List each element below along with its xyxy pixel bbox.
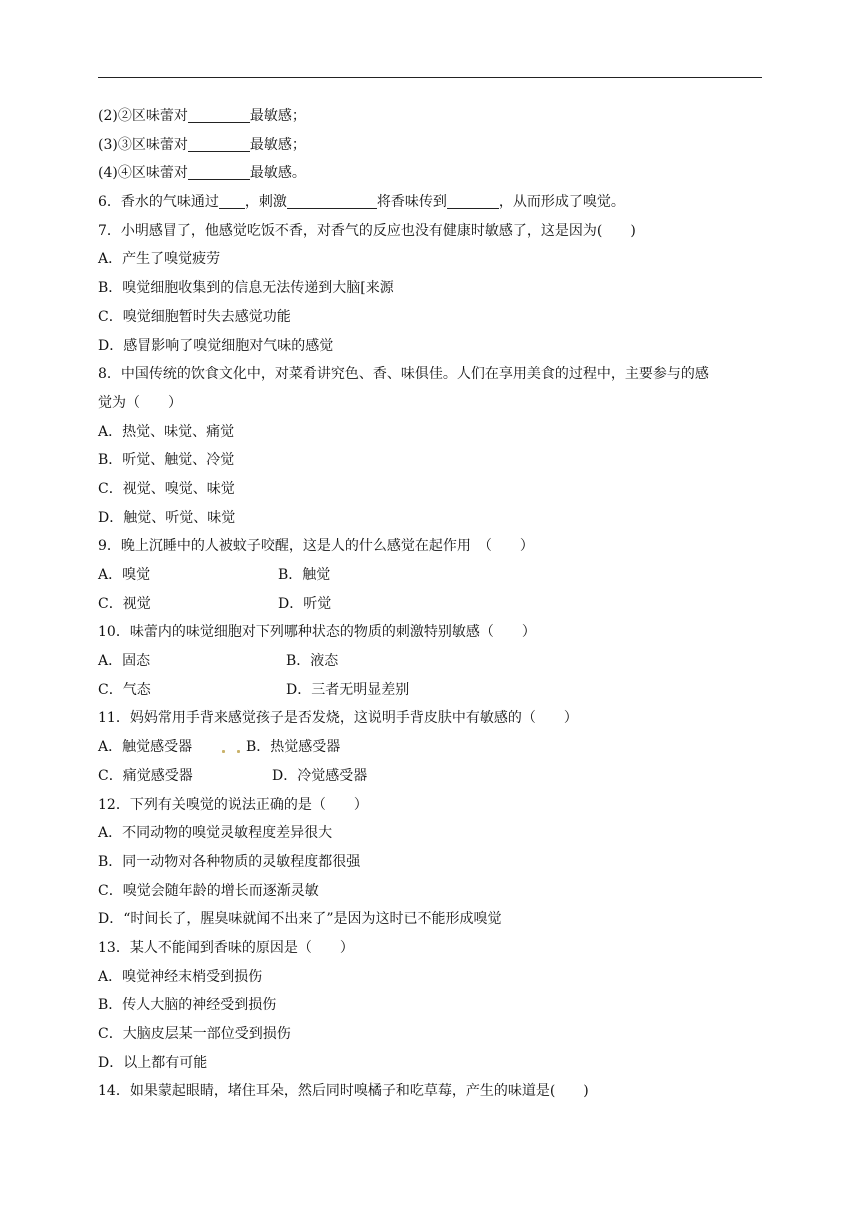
answer-blank[interactable] <box>188 163 250 180</box>
option-8b: B．听觉、触觉、冷觉 <box>98 452 235 469</box>
option-10c: C．气态 <box>98 681 151 698</box>
question-8-line2: 觉为（ ） <box>98 394 182 411</box>
option-12a: A．不同动物的嗅觉灵敏程度差异很大 <box>98 825 333 842</box>
answer-blank[interactable] <box>447 192 499 209</box>
options-10cd <box>98 676 768 705</box>
option-12d: D．“时间长了，腥臭味就闻不出来了”是因为这时已不能形成嗅觉 <box>98 911 502 928</box>
option-9c: C．视觉 <box>98 595 151 612</box>
option-8c: C．视觉、嗅觉、味觉 <box>98 480 235 497</box>
options-11cd <box>98 762 768 791</box>
question-8-line1: 8．中国传统的饮食文化中，对菜肴讲究色、香、味俱佳。人们在享用美食的过程中，主要参与的感 <box>98 366 709 383</box>
options-11ab <box>98 733 768 762</box>
options-9cd <box>98 590 768 619</box>
option-9a: A．嗅觉 <box>98 567 151 583</box>
question-13: 13．某人不能闻到香味的原因是（ ） <box>98 939 354 956</box>
option-13c: C．大脑皮层某一部位受到损伤 <box>98 1026 291 1042</box>
option-11c: C．痛觉感受器 <box>98 767 193 784</box>
header-rule <box>98 77 762 78</box>
option-7d: D．感冒影响了嗅觉细胞对气味的感觉 <box>98 337 334 354</box>
q5-item-4: (4)④区味蕾对 最敏感。 <box>98 165 306 182</box>
option-13a: A．嗅觉神经末梢受到损伤 <box>98 968 263 985</box>
option-13b: B．传人大脑的神经受到损伤 <box>98 997 277 1014</box>
answer-blank[interactable] <box>287 192 377 209</box>
option-13d: D．以上都有可能 <box>98 1054 208 1071</box>
option-8d: D．触觉、听觉、味觉 <box>98 509 236 526</box>
option-7a: A．产生了嗅觉疲劳 <box>98 251 221 268</box>
option-10d: D．三者无明显差别 <box>286 681 410 698</box>
option-8a: A．热觉、味觉、痛觉 <box>98 423 235 440</box>
question-10: 10．味蕾内的味觉细胞对下列哪种状态的物质的刺激特别敏感（ ） <box>98 624 536 641</box>
option-11a: A．触觉感受器 <box>98 739 193 756</box>
q5-item-2: (2)②区味蕾对 最敏感； <box>98 108 306 124</box>
options-9ab <box>98 561 768 590</box>
option-10a: A．固态 <box>98 653 151 670</box>
question-6: 6．香水的气味通过 ，刺激 将香味传到 ，从而形成了嗅觉。 <box>98 194 625 211</box>
speck-mark <box>237 750 240 753</box>
option-10b: B．液态 <box>286 653 339 670</box>
option-12c: C．嗅觉会随年龄的增长而逐渐灵敏 <box>98 882 319 899</box>
question-14: 14．如果蒙起眼睛，堵住耳朵，然后同时嗅橘子和吃草莓，产生的味道是( ) <box>98 1083 589 1100</box>
q5-item-3: (3)③区味蕾对 最敏感； <box>98 136 306 153</box>
options-10ab <box>98 647 768 676</box>
option-9d: D．听觉 <box>278 595 332 612</box>
option-7b: B．嗅觉细胞收集到的信息无法传递到大脑[来源 <box>98 280 394 297</box>
option-7c: C．嗅觉细胞暂时失去感觉功能 <box>98 308 291 325</box>
option-11b: B．热觉感受器 <box>246 739 341 756</box>
answer-blank[interactable] <box>188 106 250 123</box>
question-11: 11．妈妈常用手背来感觉孩子是否发烧，这说明手背皮肤中有敏感的（ ） <box>98 710 578 727</box>
option-11d: D．冷觉感受器 <box>272 767 368 784</box>
option-12b: B．同一动物对各种物质的灵敏程度都很强 <box>98 853 361 870</box>
question-7: 7．小明感冒了，他感觉吃饭不香，对香气的反应也没有健康时敏感了，这是因为( ) <box>98 222 636 239</box>
answer-blank[interactable] <box>219 192 245 209</box>
question-12: 12．下列有关嗅觉的说法正确的是（ ） <box>98 796 368 813</box>
speck-mark <box>222 750 225 753</box>
answer-blank[interactable] <box>188 135 250 152</box>
question-list <box>98 102 768 1106</box>
option-9b: B．触觉 <box>278 567 331 583</box>
question-9: 9．晚上沉睡中的人被蚊子咬醒，这是人的什么感觉在起作用 （ ） <box>98 538 534 555</box>
